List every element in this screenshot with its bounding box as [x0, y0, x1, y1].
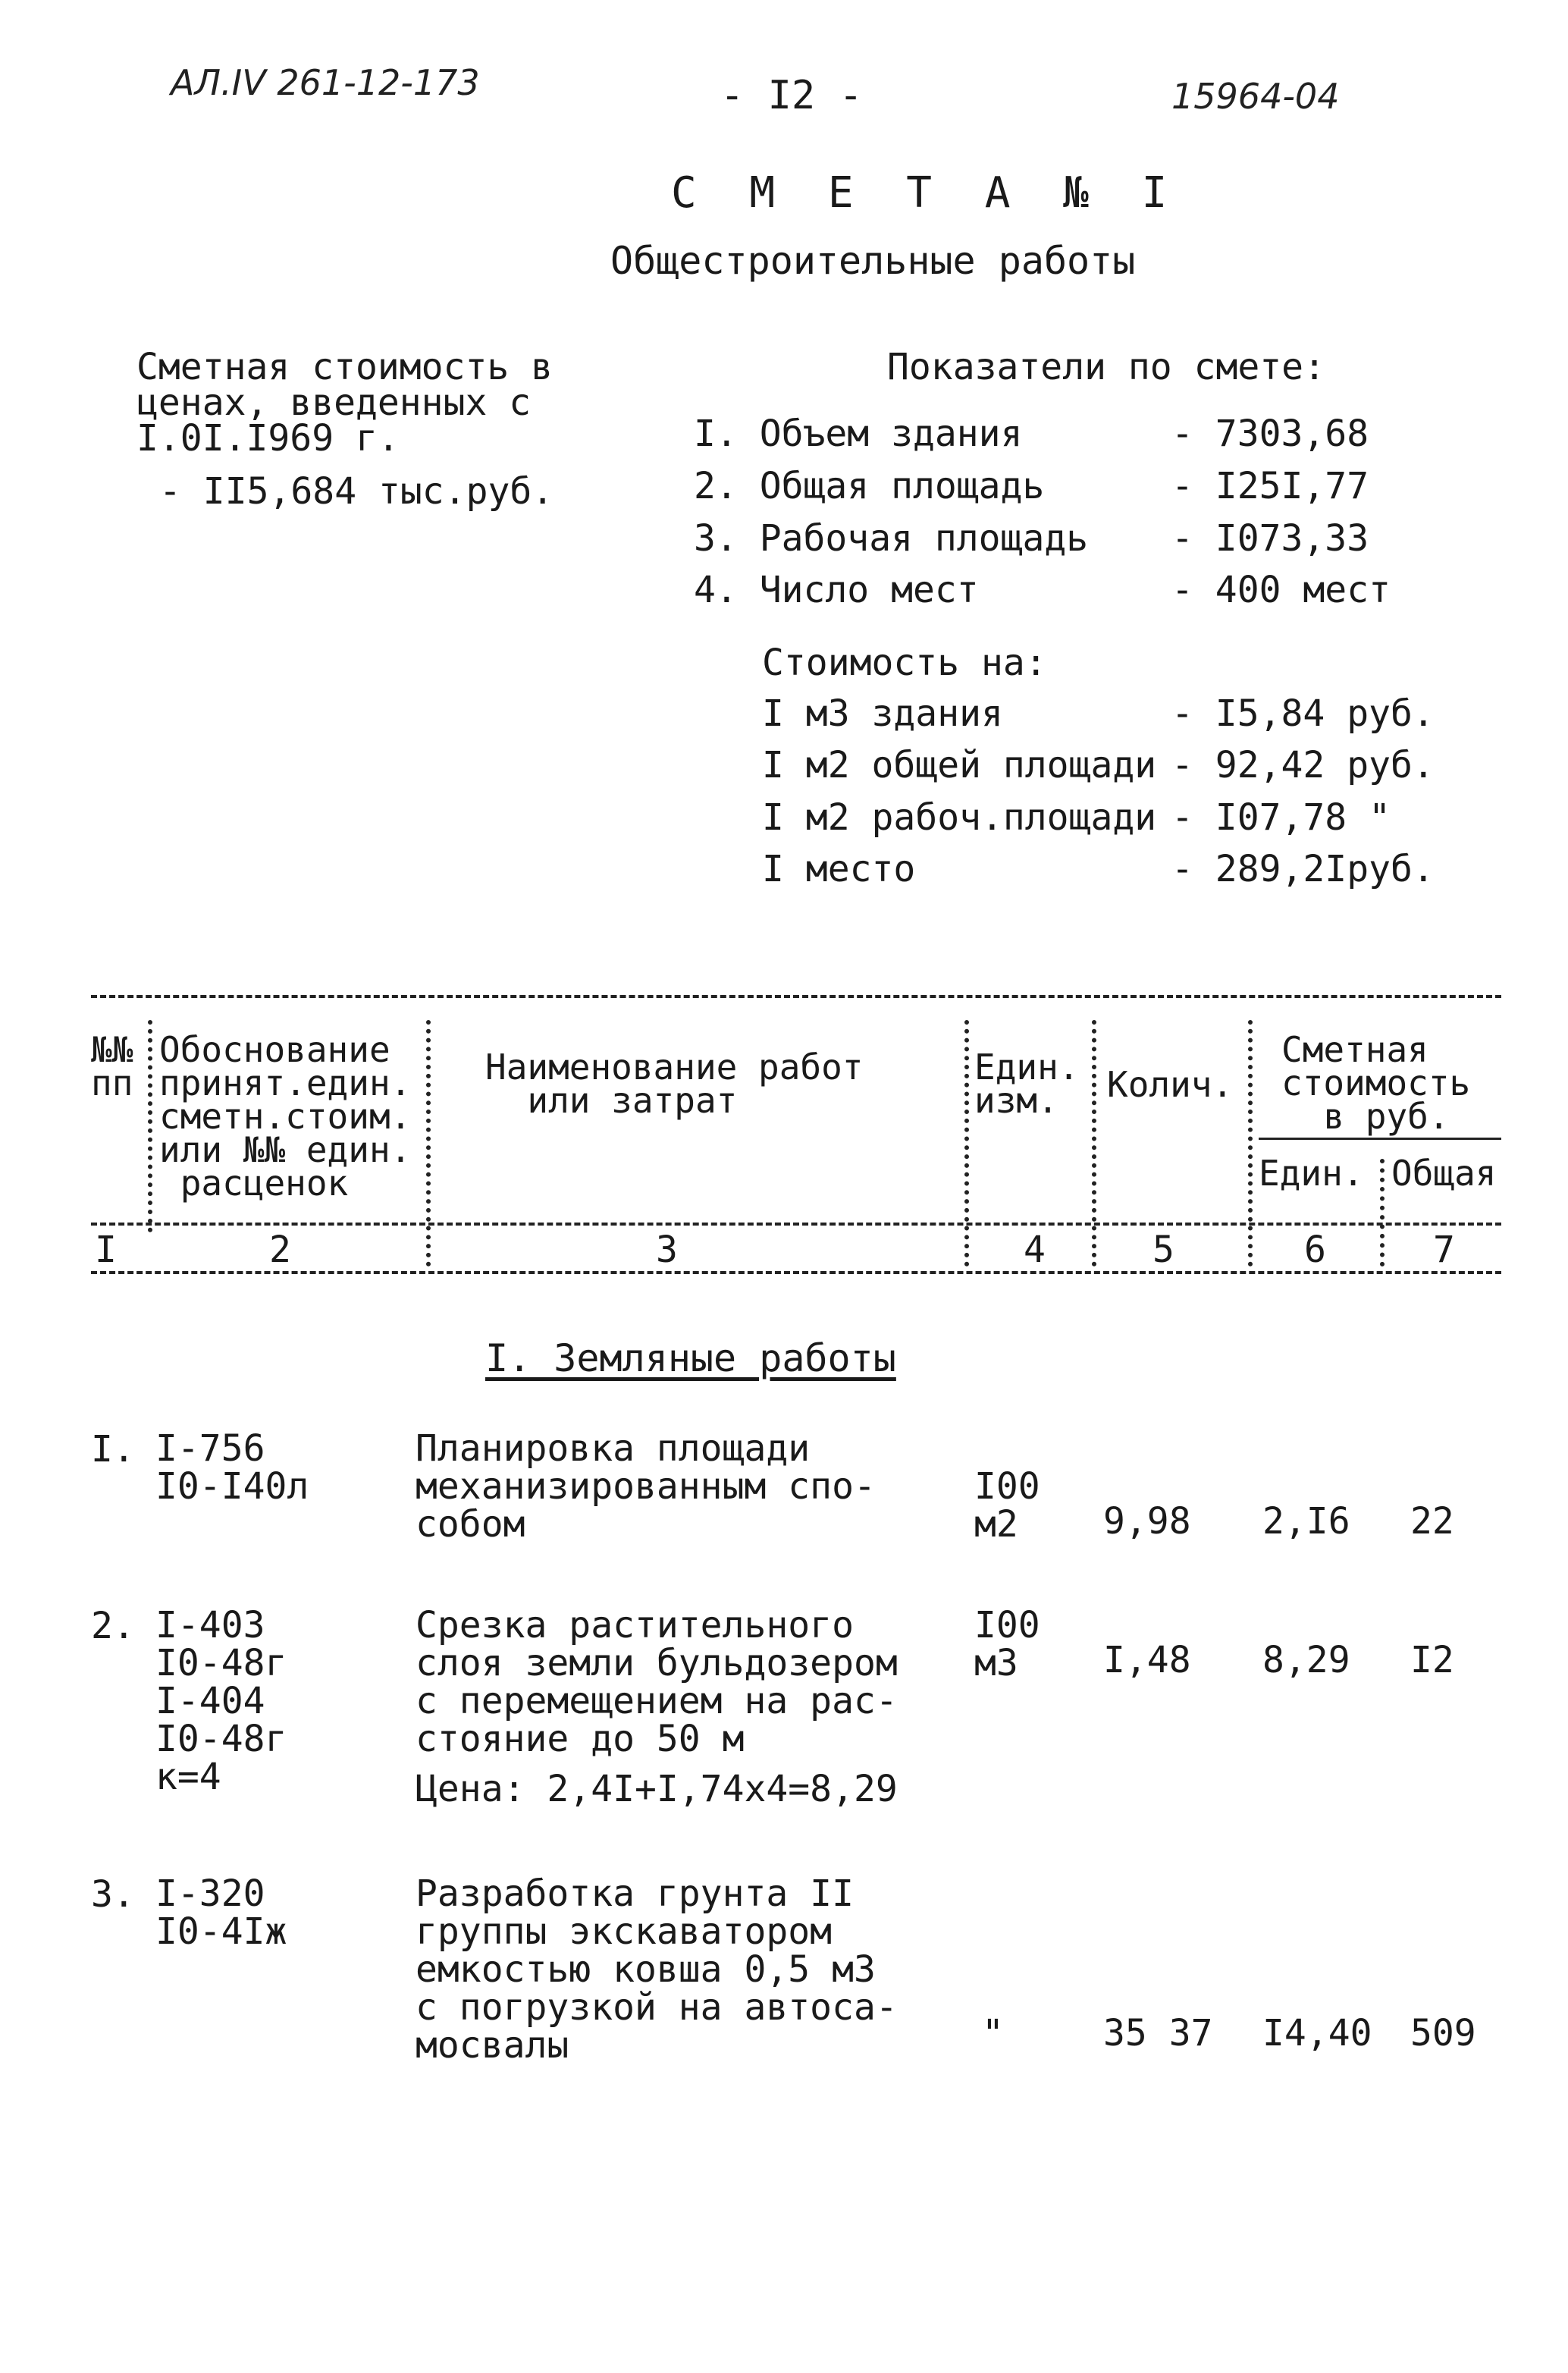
document-title: С М Е Т А № I	[671, 168, 1181, 218]
column-number: 6	[1304, 1229, 1326, 1271]
cost-label-line3: I.0I.I969 г.	[136, 417, 400, 460]
indicator-value: - 400 мест	[1171, 569, 1391, 611]
row-number: 3.	[91, 1873, 135, 1916]
row-unit: "	[982, 2012, 1004, 2054]
row-basis: I-403 I0-48г I-404 I0-48г к=4	[155, 1604, 287, 1798]
unit-cost-label: I м2 общей площади	[762, 744, 1157, 786]
row-quantity: I,48	[1103, 1639, 1191, 1681]
cost-label-line2: ценах, введенных с	[136, 381, 532, 424]
row-total: 22	[1410, 1500, 1454, 1543]
cost-label-line1: Сметная стоимость в	[136, 346, 554, 388]
row-unit: I00 м3	[974, 1604, 1040, 1684]
header-basis: Обоснование принят.един. сметн.стоим. или №№ един. расценок	[159, 1029, 412, 1204]
indicator-label: 4. Число мест	[694, 569, 979, 611]
row-unit-cost: 2,I6	[1262, 1500, 1350, 1543]
row-number: I.	[91, 1428, 135, 1471]
column-number: 4	[1024, 1229, 1046, 1271]
header-estimated-cost: Сметная стоимость в руб.	[1281, 1029, 1471, 1137]
column-number: 5	[1152, 1229, 1174, 1271]
section-title: I. Земляные работы	[485, 1336, 896, 1380]
row-number: 2.	[91, 1605, 135, 1647]
column-separator	[1380, 1159, 1385, 1267]
cost-header-rule	[1259, 1138, 1501, 1140]
indicator-value: - 7303,68	[1171, 413, 1369, 455]
unit-cost-value: - I5,84 руб.	[1171, 692, 1435, 735]
row-quantity: 9,98	[1103, 1500, 1191, 1543]
column-number: 3	[656, 1229, 678, 1271]
row-basis: I-320 I0-4Iж	[155, 1872, 287, 1953]
table-top-rule	[91, 995, 1501, 998]
unit-cost-value: - I07,78 "	[1171, 796, 1391, 839]
row-work-name: Планировка площади механизированным спо- собом	[416, 1427, 876, 1546]
indicator-label: 3. Рабочая площадь	[694, 517, 1089, 560]
document-code: АЛ.IV 261-12-173	[171, 62, 480, 103]
column-numbers-rule	[91, 1271, 1501, 1274]
unit-cost-label: I м3 здания	[762, 692, 1003, 735]
column-separator	[964, 1020, 969, 1267]
header-work-name: Наименование работ или затрат	[485, 1047, 864, 1121]
row-work-name: Разработка грунта II группы экскаватором емкостью ковша 0,5 м3 с погрузкой на автоса- мосвалы	[416, 1872, 898, 2067]
row-price-note: Цена: 2,4I+I,74х4=8,29	[416, 1768, 898, 1810]
document-subtitle: Общестроительные работы	[610, 239, 1136, 283]
row-unit: I00 м2	[974, 1465, 1040, 1546]
row-basis: I-756 I0-I40л	[155, 1427, 309, 1508]
column-separator	[1248, 1020, 1253, 1267]
column-separator	[1092, 1020, 1096, 1267]
unit-cost-heading: Стоимость на:	[762, 642, 1047, 684]
column-number: 7	[1433, 1229, 1455, 1271]
header-bottom-rule	[91, 1223, 1501, 1226]
unit-cost-label: I место	[762, 848, 916, 890]
column-separator	[426, 1020, 431, 1267]
indicator-value: - I25I,77	[1171, 465, 1369, 507]
header-quantity: Колич.	[1107, 1064, 1234, 1105]
column-separator	[148, 1020, 152, 1232]
indicator-label: I. Объем здания	[694, 413, 1023, 455]
row-quantity: 35 37	[1103, 2012, 1213, 2054]
row-total: 509	[1410, 2012, 1476, 2054]
registration-number: 15964-04	[1171, 76, 1340, 117]
column-number: I	[95, 1229, 117, 1271]
header-unit-cost: Един.	[1259, 1153, 1364, 1194]
row-total: I2	[1410, 1639, 1454, 1681]
indicators-heading: Показатели по смете:	[887, 346, 1325, 388]
unit-cost-label: I м2 рабоч.площади	[762, 796, 1157, 839]
indicator-value: - I073,33	[1171, 517, 1369, 560]
unit-cost-value: - 92,42 руб.	[1171, 744, 1435, 786]
header-unit: Един. изм.	[974, 1047, 1080, 1121]
total-cost-value: - II5,684 тыс.руб.	[159, 470, 554, 513]
page-number: - I2 -	[720, 73, 863, 118]
row-unit-cost: 8,29	[1262, 1639, 1350, 1681]
unit-cost-value: - 289,2Iруб.	[1171, 848, 1435, 890]
row-unit-cost: I4,40	[1262, 2012, 1372, 2054]
header-number: №№ пп	[91, 1029, 133, 1103]
indicator-label: 2. Общая площадь	[694, 465, 1045, 507]
column-number: 2	[269, 1229, 291, 1271]
header-total-cost: Общая	[1391, 1153, 1497, 1194]
row-work-name: Срезка растительного слоя земли бульдозером с перемещением на рас- стояние до 50 м	[416, 1604, 898, 1760]
